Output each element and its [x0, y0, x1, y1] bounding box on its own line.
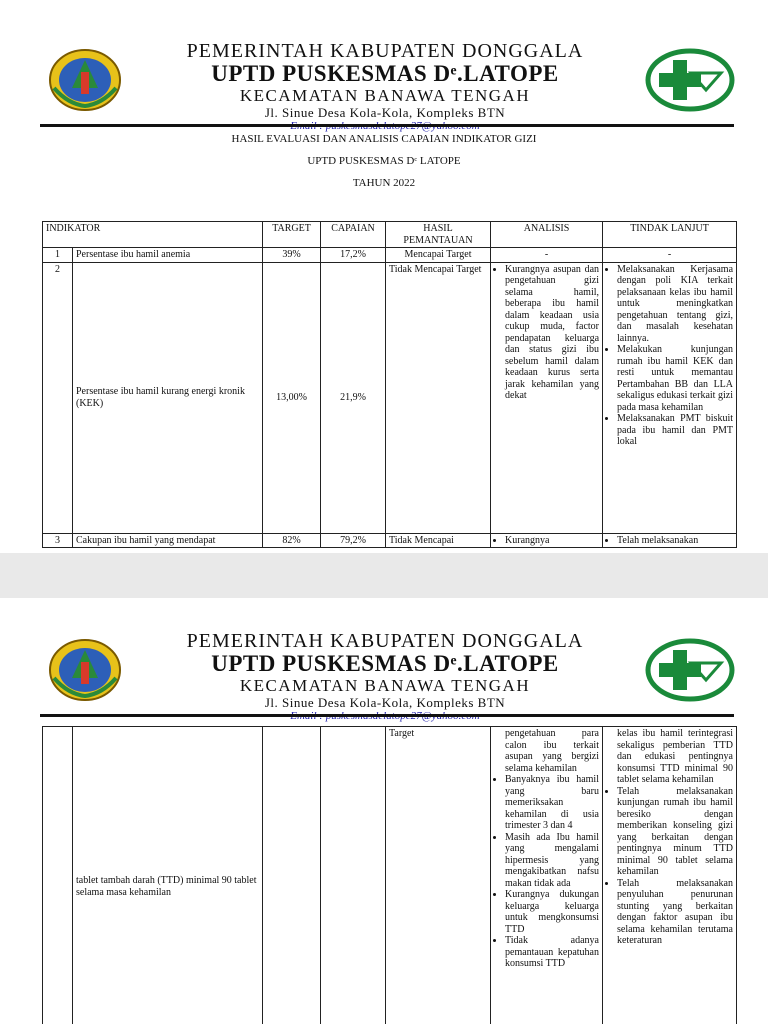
analisis-continuation: pengetahuan para calon ibu terkait asupan yang bergizi selama kehamilan — [505, 728, 599, 774]
tindak-continuation: kelas ibu hamil terintegrasi sekaligus pemberian TTD dan edukasi pentingnya konsumsi TTD minimal 90 tablet selama kehamilan — [617, 728, 733, 785]
letterhead-government: PEMERINTAH KABUPATEN DONGGALA — [186, 40, 584, 62]
table-row — [43, 727, 737, 1024]
list-item: • Telah melaksanakan kunjungan rumah ibu hamil beresiko dengan memberikan konseling gizi yang berkaitan dengan pentingnya minum TTD minimal 90 tablet selama kehamilan — [617, 786, 733, 878]
document-page-2 — [0, 598, 768, 1024]
capaian-cell — [321, 727, 386, 1024]
header-hasil-pemantauan: HASIL PEMANTAUAN — [386, 222, 491, 248]
list-item: • Kurangnya asupan dan pengetahuan gizi selama hamil, beberapa ibu hamil dalam keadaan usia cukup muda, factor pendapatan keluarga dan status gizi ibu sebelum hamil dalam keadaan kurus serta jarak kehamilan yang dekat — [505, 264, 599, 402]
row-number — [43, 727, 73, 1024]
hasil-cell: Mencapai Target — [386, 248, 491, 263]
hasil-cell: Tidak Mencapai Target — [386, 262, 491, 533]
report-title: HASIL EVALUASI DAN ANALISIS CAPAIAN INDIKATOR GIZI — [231, 133, 537, 145]
letterhead — [40, 630, 735, 718]
target-cell: 82% — [263, 533, 321, 548]
target-cell: 13,00% — [263, 262, 321, 533]
donggala-regency-logo — [48, 638, 122, 702]
tindak-cell — [603, 727, 737, 1024]
letterhead — [40, 40, 735, 128]
header-target: TARGET — [263, 222, 321, 248]
table-row — [43, 248, 737, 263]
table-row — [43, 262, 737, 533]
row-number: 3 — [43, 533, 73, 548]
letterhead-district: KECAMATAN BANAWA TENGAH — [239, 676, 531, 695]
donggala-regency-logo — [48, 48, 122, 112]
hasil-cell: Tidak Mencapai — [386, 533, 491, 548]
letterhead-divider — [40, 714, 734, 717]
target-cell: 39% — [263, 248, 321, 263]
row-number: 2 — [43, 262, 73, 533]
header-analisis: ANALISIS — [491, 222, 603, 248]
capaian-cell: 79,2% — [321, 533, 386, 548]
row-number: 1 — [43, 248, 73, 263]
letterhead-government: PEMERINTAH KABUPATEN DONGGALA — [186, 630, 584, 652]
report-year: TAHUN 2022 — [352, 177, 416, 189]
tindak-cell — [603, 533, 737, 548]
list-item: • Masih ada Ibu hamil yang mengalami hipermesis yang mengakibatkan nafsu makan tidak ada — [505, 832, 599, 890]
report-subtitle: UPTD PUSKESMAS Dᶜ LATOPE — [307, 155, 461, 167]
analisis-cell — [491, 533, 603, 548]
letterhead-address: Jl. Sinue Desa Kola-Kola, Kompleks BTN — [264, 695, 506, 710]
header-indikator: INDIKATOR — [43, 222, 263, 248]
letterhead-institution: UPTD PUSKESMAS Dᵉ.LATOPE — [211, 651, 559, 676]
tindak-cell: - — [603, 248, 737, 263]
target-cell — [263, 727, 321, 1024]
letterhead-district: KECAMATAN BANAWA TENGAH — [239, 86, 531, 105]
list-item: • Kurangnya dukungan keluarga keluarga untuk mengkonsumsi TTD — [505, 889, 599, 935]
letterhead-divider — [40, 124, 734, 127]
hasil-cell: Target — [386, 727, 491, 1024]
list-item: • Melaksanakan PMT biskuit pada ibu hamil dan PMT lokal — [617, 413, 733, 448]
letterhead-institution: UPTD PUSKESMAS Dᵉ.LATOPE — [211, 61, 559, 86]
indicator-cell: Persentase ibu hamil anemia — [73, 248, 263, 263]
evaluation-table-continued — [42, 726, 737, 1024]
table-header-row — [43, 222, 737, 248]
list-item: • Tidak adanya pemantauan kepatuhan konsumsi TTD — [505, 935, 599, 970]
puskesmas-logo — [645, 48, 735, 112]
list-item: • Telah melaksanakan — [617, 535, 733, 547]
tindak-cell — [603, 262, 737, 533]
evaluation-table — [42, 221, 737, 548]
header-capaian: CAPAIAN — [321, 222, 386, 248]
list-item: • Banyaknya ibu hamil yang baru memeriksakan kehamilan di usia trimester 3 dan 4 — [505, 774, 599, 832]
indicator-cell: tablet tambah darah (TTD) minimal 90 tablet selama masa kehamilan — [73, 727, 263, 1024]
analisis-cell — [491, 262, 603, 533]
letterhead-address: Jl. Sinue Desa Kola-Kola, Kompleks BTN — [264, 105, 506, 120]
table-row — [43, 533, 737, 548]
analisis-cell — [491, 727, 603, 1024]
list-item: • Telah melaksanakan penyuluhan penurunan stunting yang berkaitan dengan faktor asupan ibu selama kehamilan terutama keteraturan — [617, 878, 733, 947]
puskesmas-logo — [645, 638, 735, 702]
indicator-cell: Persentase ibu hamil kurang energi kronik (KEK) — [73, 262, 263, 533]
report-titles — [0, 128, 768, 194]
header-tindak-lanjut: TINDAK LANJUT — [603, 222, 737, 248]
analisis-cell: - — [491, 248, 603, 263]
indicator-cell: Cakupan ibu hamil yang mendapat — [73, 533, 263, 548]
capaian-cell: 17,2% — [321, 248, 386, 263]
capaian-cell: 21,9% — [321, 262, 386, 533]
list-item: • Melaksanakan Kerjasama dengan poli KIA terkait pelaksanaan kelas ibu hamil untuk meningkatkan pengetahuan tentang gizi, dan masalah kesehatan lainnya. — [617, 264, 733, 345]
list-item: • Kurangnya — [505, 535, 599, 547]
list-item: • Melakukan kunjungan rumah ibu hamil KEK dan resti untuk memantau Pertambahan BB dan LLA sekaligus edukasi terkait gizi pada masa kehamilan — [617, 344, 733, 413]
